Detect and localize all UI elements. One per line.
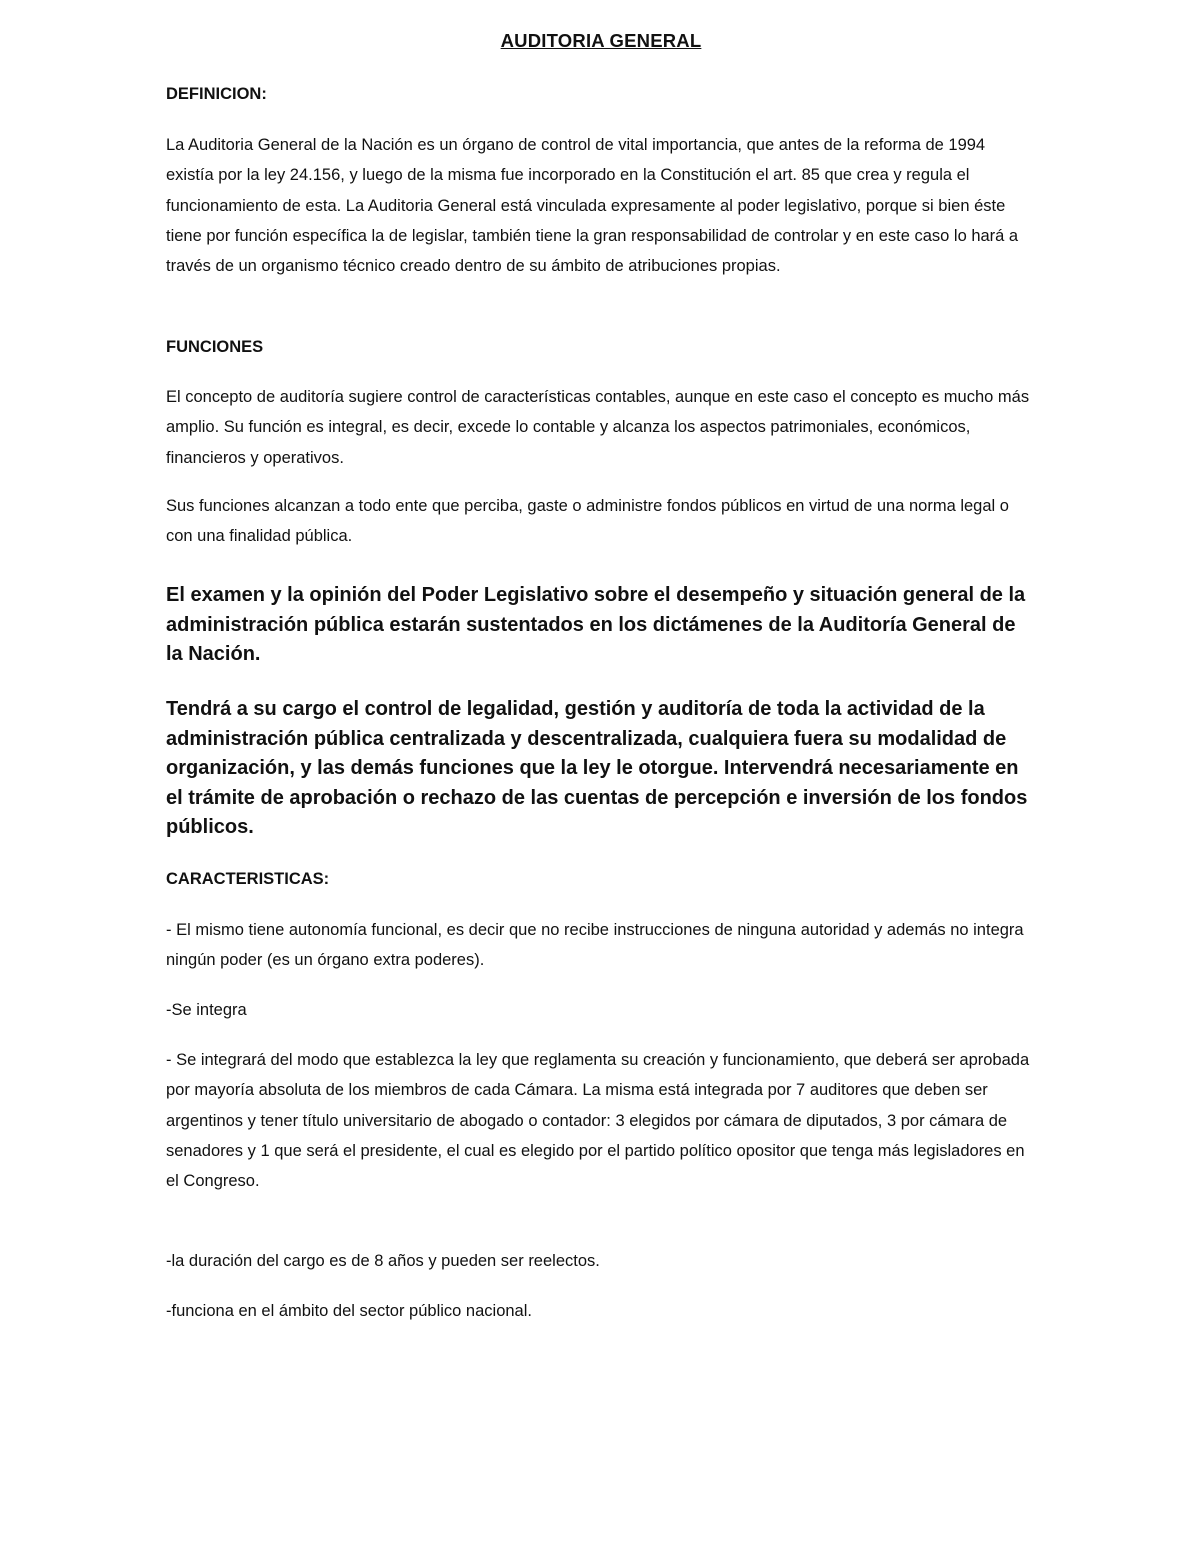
caracteristicas-item: - Se integrará del modo que establezca la ley que reglamenta su creación y funcionamiento, que deberá ser aprobada por mayoría absoluta de los miembros de cada Cámara. La misma está integrada por 7 auditores que deben ser argentinos y tener título universitario de abogado o contador: 3 elegidos por cámara de diputados, 3 por cámara de senadores y 1 que será el presidente, el cual es elegido por el partido político opositor que tenga más legisladores en el Congreso. [166, 1051, 1030, 1191]
section-heading-definicion: DEFINICION: [166, 85, 267, 103]
funciones-bold-paragraph-1: El examen y la opinión del Poder Legislativo sobre el desempeño y situación general de la administración pública estarán sustentados en los dictámenes de la Auditoría General de la Nación. [166, 584, 1026, 665]
section-heading-funciones: FUNCIONES [166, 338, 264, 356]
caracteristicas-item: -funciona en el ámbito del sector público nacional. [166, 1302, 532, 1320]
document-title: AUDITORIA GENERAL [500, 30, 702, 51]
definicion-paragraph: La Auditoria General de la Nación es un órgano de control de vital importancia, que antes de la reforma de 1994 existía por la ley 24.156, y luego de la misma fue incorporado en la Constitución el art. 85 que crea y regula el funcionamiento de esta. La Auditoria General está vinculada expresamente al poder legislativo, porque si bien éste tiene por función específica la de legislar, también tiene la gran responsabilidad de controlar y en este caso lo hará a través de un organismo técnico creado dentro de su ámbito de atribuciones propias. [166, 136, 1019, 276]
section-heading-caracteristicas: CARACTERISTICAS: [166, 870, 330, 888]
caracteristicas-item: -Se integra [166, 1001, 247, 1019]
funciones-paragraph-1: El concepto de auditoría sugiere control de características contables, aunque en este caso el concepto es mucho más amplio. Su función es integral, es decir, excede lo contable y alcanza los aspectos patrimoniales, económicos, financieros y operativos. [166, 388, 1030, 467]
funciones-bold-paragraph-2: Tendrá a su cargo el control de legalidad, gestión y auditoría de toda la actividad de la administración pública centralizada y descentralizada, cualquiera fuera su modalidad de organización, y las demás funciones que la ley le otorgue. Intervendrá necesariamente en el trámite de aprobación o rechazo de las cuentas de percepción e inversión de los fondos públicos. [166, 698, 1028, 838]
caracteristicas-item: - El mismo tiene autonomía funcional, es decir que no recibe instrucciones de ninguna autoridad y además no integra ningún poder (es un órgano extra poderes). [166, 921, 1024, 970]
funciones-paragraph-2: Sus funciones alcanzan a todo ente que perciba, gaste o administre fondos públicos en virtud de una norma legal o con una finalidad pública. [166, 497, 1009, 546]
caracteristicas-item: -la duración del cargo es de 8 años y pueden ser reelectos. [166, 1252, 600, 1270]
